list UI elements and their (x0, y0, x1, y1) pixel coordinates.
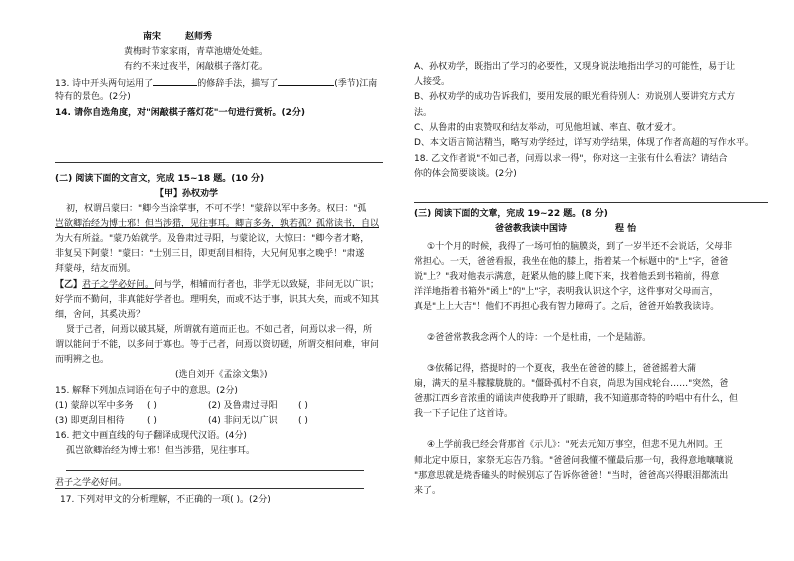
poem-line-1: 黄梅时节家家雨，青草池塘处处蛙。 (124, 47, 269, 57)
yi-label: 【乙】 (55, 280, 83, 290)
poem-author: 赵师秀 (185, 32, 213, 42)
question-18-line-2: 你的体会简要谈谈。(2分) (414, 169, 517, 179)
q16-sentence-2: 君子之学必好问。 (55, 478, 128, 488)
q15-item-2: (2) 及鲁肃过寻阳 (208, 401, 278, 411)
yi-line-6: 而明辨之也。 (55, 355, 110, 365)
para-1-line-5: 真是"上上大吉"！他们不再担心我有智力障碍了。之后，爸爸开始教我读诗。 (414, 302, 720, 312)
q13-blank-1[interactable] (153, 76, 197, 86)
question-15: 15. 解释下列加点词语在句子中的意思。(2分) (55, 386, 238, 396)
q13-line-2: 特有的景色。(2分) (55, 92, 131, 102)
para-2: ②爸爸常教我念两个人的诗：一个是杜甫，一个是陆游。 (427, 333, 652, 343)
q15-item-3: (3) 即更刮目相待 (55, 416, 125, 426)
jia-line-3: 为大有所益。"蒙乃始就学。及鲁肃过寻阳，与蒙论议，大惊曰："卿今者才略， (55, 234, 370, 244)
answer-line-q16-1 (66, 470, 364, 471)
section-3-heading: (三) 阅读下面的文章，完成 19~22 题。(8 分) (414, 209, 608, 219)
yi-line-1-rest: 问与学，相辅而行者也，非学无以致疑，非问无以广识； (154, 280, 380, 290)
q16-sentence-1: 孤岂欲卿治经为博士邪！但当涉猎，见往事耳。 (66, 446, 256, 456)
para-3-line-4: 我一下子记住了这首诗。 (414, 409, 514, 419)
q15-answer-4[interactable]: ( ) (298, 416, 308, 426)
para-3-line-3: 爸那江西乡音浓重的诵读声使我睁开了眼睛，我不知道那奇特的吟唱中有什么，但 (414, 394, 739, 404)
jia-line-5: 拜蒙母，结友而别。 (55, 264, 137, 274)
question-14: 14. 请你自选角度，对"闲敲棋子落灯花"一句进行赏析。(2分) (55, 108, 305, 118)
option-b-line-2: 法。 (414, 108, 433, 118)
para-1-line-1: ①十个月的时候，我得了一场可怕的脑膜炎，到了一岁半还不会说话，父母非 (427, 242, 733, 252)
para-1-line-2: 常担心。一天，爸爸看报，我坐在他的膝上，指着某一个标题中的"上"字，爸爸 (414, 257, 729, 267)
poem-dynasty: 南宋 (143, 32, 162, 42)
option-c: C、从鲁肃的由衷赞叹和结友举动，可见他坦诚、率直、敬才爱才。 (414, 123, 682, 133)
yi-line-3: 细，舍问，其奚决焉？ (55, 310, 146, 320)
q15-item-1: (1) 蒙辞以军中多务 (55, 401, 134, 411)
option-b-line-1: B、孙权劝学的成功告诉我们，要用发展的眼光看待别人：劝说别人要讲究方式方 (414, 92, 736, 102)
q13-blank-2[interactable] (278, 76, 334, 86)
question-13 (55, 76, 377, 90)
q15-answer-1[interactable]: ( ) (147, 401, 157, 411)
answer-line-q18 (414, 202, 768, 203)
q15-item-4: (4) 非问无以广识 (208, 416, 278, 426)
para-1-line-4: 洋洋地指着书箱外"函上"的"上"字，表明我认识这个字，这件事对父母而言， (414, 287, 719, 297)
poem-line-2: 有约不来过夜半，闲敲棋子落灯花。 (124, 62, 269, 72)
question-18-line-1: 18. 乙文作者说"不如己者，问焉以求一得"，你对这一主张有什么看法？请结合 (414, 154, 728, 164)
para-4-line-3: "那意思就是烧香磕头的时候别忘了告诉你爸爸！"当时，爸爸高兴得眼泪都流出 (414, 471, 729, 481)
answer-line-q14 (55, 162, 383, 163)
q13-part2: 的修辞手法，描写了 (197, 79, 279, 89)
yi-line-4: 贤于己者，问焉以破其疑，所谓就有道而正也。不如己者，问焉以求一得，所 (66, 325, 373, 335)
para-1-line-3: 说"上？"我对他表示满意，赶紧从他的膝上爬下来，找着他丢到书箱前，得意 (414, 272, 720, 282)
para-4-line-2: 师北定中原日，家祭无忘告乃翁。"爸爸问我懂不懂最后那一句，我得意地嚷嚷说 (414, 456, 734, 466)
article-author: 程 怡 (615, 224, 637, 234)
q15-answer-3[interactable]: ( ) (147, 416, 157, 426)
question-17: 17. 下列对甲文的分析理解，不正确的一项( )。(2分) (60, 495, 271, 505)
jia-title: 【甲】孙权劝学 (155, 189, 219, 199)
jia-line-1: 初，权谓吕蒙曰："卿今当涂掌事，不可不学！"蒙辞以军中多务。权曰："孤 (66, 204, 367, 214)
yi-source: (选自刘开《孟涂文集》) (175, 370, 268, 380)
para-3-line-1: ③依稀记得，搭提时的一个夏夜，我坐在爸爸的膝上，爸爸摇着大蒲 (427, 364, 697, 374)
section-2-heading: (二) 阅读下面的文言文，完成 15~18 题。(10 分) (55, 174, 265, 184)
para-4-line-1: ④上学前我已经会背那首《示儿》："死去元知万事空，但悲不见九州同。王 (427, 440, 723, 450)
jia-line-4: 非复吴下阿蒙！"蒙曰："士别三日，即更刮目相待，大兄何见事之晚乎！"肃遂 (55, 249, 365, 259)
option-d: D、本文语言简洁精当，略写劝学经过，详写劝学结果，体现了作者高超的写作水平。 (414, 138, 754, 148)
yi-line-5: 谓以能问于不能，以多问于寡也。等于己者，问焉以资切磋，所谓交相问难，审问 (55, 340, 380, 350)
option-a-line-1: A、孙权劝学，既指出了学习的必要性，又现身说法地指出学习的可能性，易于让 (414, 62, 736, 72)
q13-part1: 13. 诗中开头两句运用了 (55, 79, 154, 89)
q15-answer-2[interactable]: ( ) (298, 401, 308, 411)
yi-underlined: 君子之学必好问。 (82, 280, 155, 290)
yi-line-2: 好学而不勤问，非真能好学者也。理明矣，而或不达于事，识其大矣，而或不知其 (55, 295, 380, 305)
jia-line-2: 岂欲卿治经为博士邪！但当涉猎，见往事耳。卿言多务，孰若孤？孤常读书，自以 (55, 219, 380, 229)
answer-line-q16-2 (55, 488, 364, 489)
q13-part3: (季节)江南 (334, 79, 378, 89)
question-16: 16. 把文中画直线的句子翻译成现代汉语。(4分) (55, 431, 247, 441)
option-a-line-2: 人接受。 (414, 77, 451, 87)
para-4-line-4: 来了。 (414, 486, 442, 496)
yi-line-1 (55, 279, 379, 291)
para-3-line-2: 扇，满天的星斗朦朦胧胧的。"僵卧孤村不自哀，尚思为国戍轮台……"突然，爸 (414, 379, 729, 389)
article-title: 爸爸教我读中国诗 (495, 224, 568, 234)
